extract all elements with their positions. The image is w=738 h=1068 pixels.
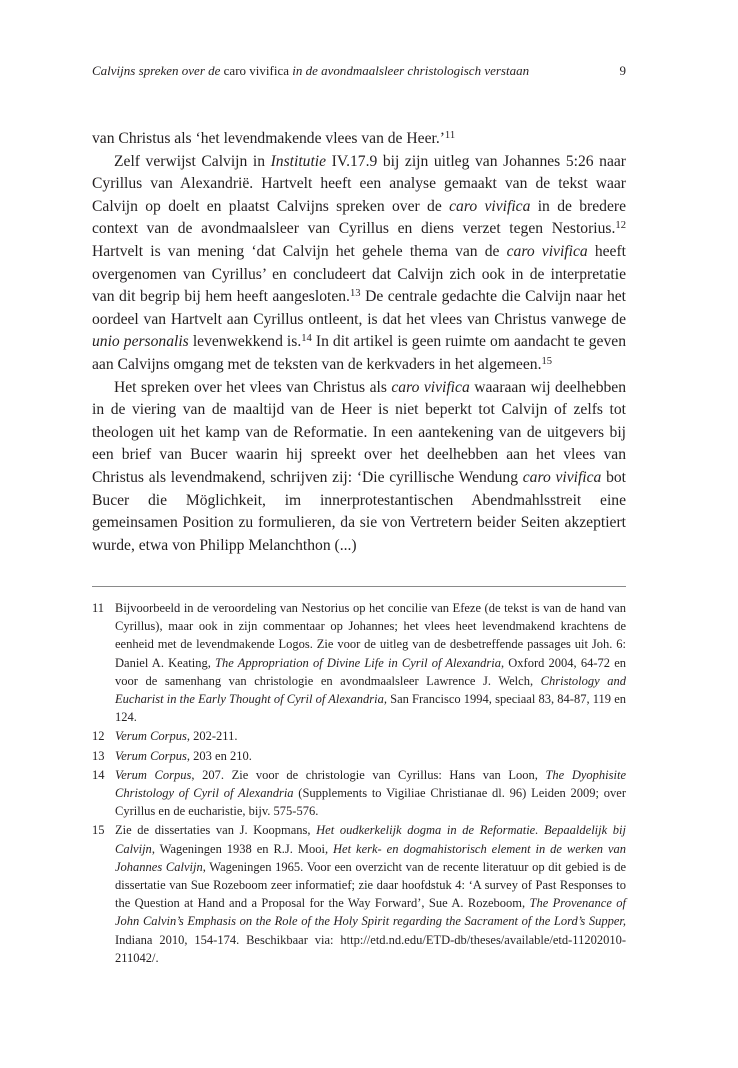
text-run: , Oxford 2004, 64-72 en voor de samenhang van christologie en avondmaalsleer Lawrence J. Welch, <box>115 655 626 688</box>
italic-run: Het oudkerkelijk dogma in de Reformatie. Bepaaldelijk bij Calvijn <box>115 823 626 856</box>
text-run: Hartvelt is van mening ‘dat Calvijn het gehele thema van de <box>92 242 507 260</box>
paragraph-3 <box>92 377 626 558</box>
text-run: Zelf verwijst Calvijn in <box>114 152 271 170</box>
text-run: (Supplements to Vigiliae Christianae dl. 96) Leiden 2009; over Cyrillus en de eucharistie, bijv. 575-576. <box>115 786 626 819</box>
page-number: 9 <box>619 63 626 78</box>
text-run: Indiana 2010, 154-174. Beschikbaar via: http://etd.nd.edu/ETD-db/theses/available/etd-11202010-211042/. <box>115 932 626 965</box>
italic-run: The Provenance of John Calvin’s Emphasis on the Role of the Holy Spirit regarding the Sacrament of the Lord’s Supper, <box>115 896 626 929</box>
italic-run: The Appropriation of Divine Life in Cyril of Alexandria <box>215 655 501 670</box>
italic-run: Verum Corpus <box>115 767 192 782</box>
italic-run: Christology and Eucharist in the Early Thought of Cyril of Alexandria, <box>115 673 626 707</box>
italic-run: Verum Corpus <box>115 729 187 744</box>
text-run: heeft overgenomen van Cyrillus’ en concludeert dat Calvijn zich ook in de interpretatie van dit begrip bij hem heeft aangesloten. <box>92 242 626 306</box>
text-run: Zie de dissertaties van J. Koopmans, <box>115 823 317 838</box>
footnote-number: 15 <box>92 823 105 838</box>
footnote-11 <box>92 599 626 726</box>
italic-run: caro vivifica <box>506 242 588 260</box>
text-run: In dit artikel is geen ruimte om aandacht te geven aan Calvijns omgang met de teksten van de kerkvaders in het algemeen. <box>92 333 626 373</box>
running-head-title-part: Calvijns spreken over de <box>92 63 224 78</box>
running-head-title-part: in de avondmaalsleer christologisch verstaan <box>288 63 530 78</box>
text-run: , Wageningen 1965. Voor een overzicht van de recente literatuur op dit gebied is de dissertatie van Sue Rozeboom zeer informatief; zie daar hoofdstuk 4: ‘A survey of Past Responses to the Question at Hand and a Proposal for the Way Forward’, Sue A. Rozeboom, <box>115 859 627 911</box>
text-run: levenwekkend is. <box>188 333 302 351</box>
text-run: bot Bucer die Möglichkeit, im innerprotestantischen Abendmahlsstreit eine gemeinsamen Position zu formulieren, da sie von Vertretern beider Seiten akzeptiert wurde, etwa von Philipp Melanchthon (...) <box>92 468 627 554</box>
footnote-number: 12 <box>92 729 105 744</box>
footnote-14 <box>92 766 626 821</box>
paragraph-2 <box>92 151 626 377</box>
text-run: , 202-211. <box>186 729 238 744</box>
footnote-ref: 11 <box>444 130 456 142</box>
italic-run: caro vivifica <box>449 197 531 215</box>
footnote-ref: 12 <box>615 220 626 232</box>
footnote-12 <box>92 727 626 745</box>
italic-run: unio personalis <box>92 333 189 351</box>
italic-run: Verum Corpus <box>115 748 187 763</box>
text-run: in de bredere context van de avondmaalsleer van Cyrillus en diens verzet tegen Nestorius. <box>92 197 626 238</box>
paragraph-1 <box>92 128 626 151</box>
footnote-ref: 15 <box>541 356 553 368</box>
text-run: San Francisco 1994, speciaal 83, 84-87, 119 en 124. <box>115 692 626 725</box>
text-run: waaraan wij deelhebben in de viering van de maaltijd van de Heer is niet beperkt tot Calvijn of zelfs tot theologen uit het kamp van de Reformatie. In een aantekening van de uitgevers bij een brief van Bucer waarin hij spreekt over het deelhebben aan het vlees van Christus als levendmakend, schrijven zij: ‘Die cyrillische Wendung <box>92 378 627 486</box>
text-run: Bijvoorbeeld in de veroordeling van Nestorius op het concilie van Efeze (de tekst is van de hand van Cyrillus), maar ook in zijn commentaar op Johannes; het vlees heet levendmakend krachtens de eenheid met de levendmakende Logos. Zie voor de uitleg van de desbetreffende passages uit Joh. 6: Daniel A. Keating, <box>115 601 626 670</box>
text-run: , 207. Zie voor de christologie van Cyrillus: Hans van Loon, <box>191 767 546 782</box>
footnote-13 <box>92 747 626 765</box>
footnote-number: 11 <box>92 601 105 615</box>
text-run: , Wageningen 1938 en R.J. Mooi, <box>151 841 334 856</box>
text-run: Het spreken over het vlees van Christus als <box>114 378 392 396</box>
text-run: van Christus als ‘het levendmakende vlees van de Heer.’ <box>92 130 445 147</box>
footnote-number: 14 <box>92 767 105 782</box>
italic-run: Institutie <box>270 152 327 170</box>
italic-run: caro vivifica <box>391 378 470 396</box>
italic-run: The Dyophisite Christology of Cyril of Alexandria <box>115 767 626 801</box>
footnotes <box>92 599 626 968</box>
footnote-15 <box>92 821 626 967</box>
footnote-ref: 13 <box>349 288 361 300</box>
italic-run: caro vivifica <box>522 468 602 486</box>
running-head-title <box>92 63 529 78</box>
text-run: , 203 en 210. <box>186 748 252 763</box>
running-head-title-roman: caro vivifica <box>223 63 289 78</box>
footnote-number: 13 <box>92 748 105 763</box>
text-run: De centrale gedachte die Calvijn naar het oordeel van Hartvelt aan Cyrillus ontleent, is dat het vlees van Christus vanwege de <box>92 288 626 328</box>
italic-run: Het kerk- en dogmahistorisch element in de werken van Johannes Calvijn <box>115 841 626 874</box>
footnote-ref: 14 <box>301 333 312 345</box>
running-head <box>92 62 626 80</box>
text-run: IV.17.9 bij zijn uitleg van Johannes 5:26 naar Cyrillus van Alexandrië. Hartvelt heeft een analyse gemaakt van de tekst waar Calvijn op doelt en plaatst Calvijns spreken over de <box>92 152 626 215</box>
body-text <box>92 128 626 557</box>
footnote-divider <box>92 586 626 587</box>
